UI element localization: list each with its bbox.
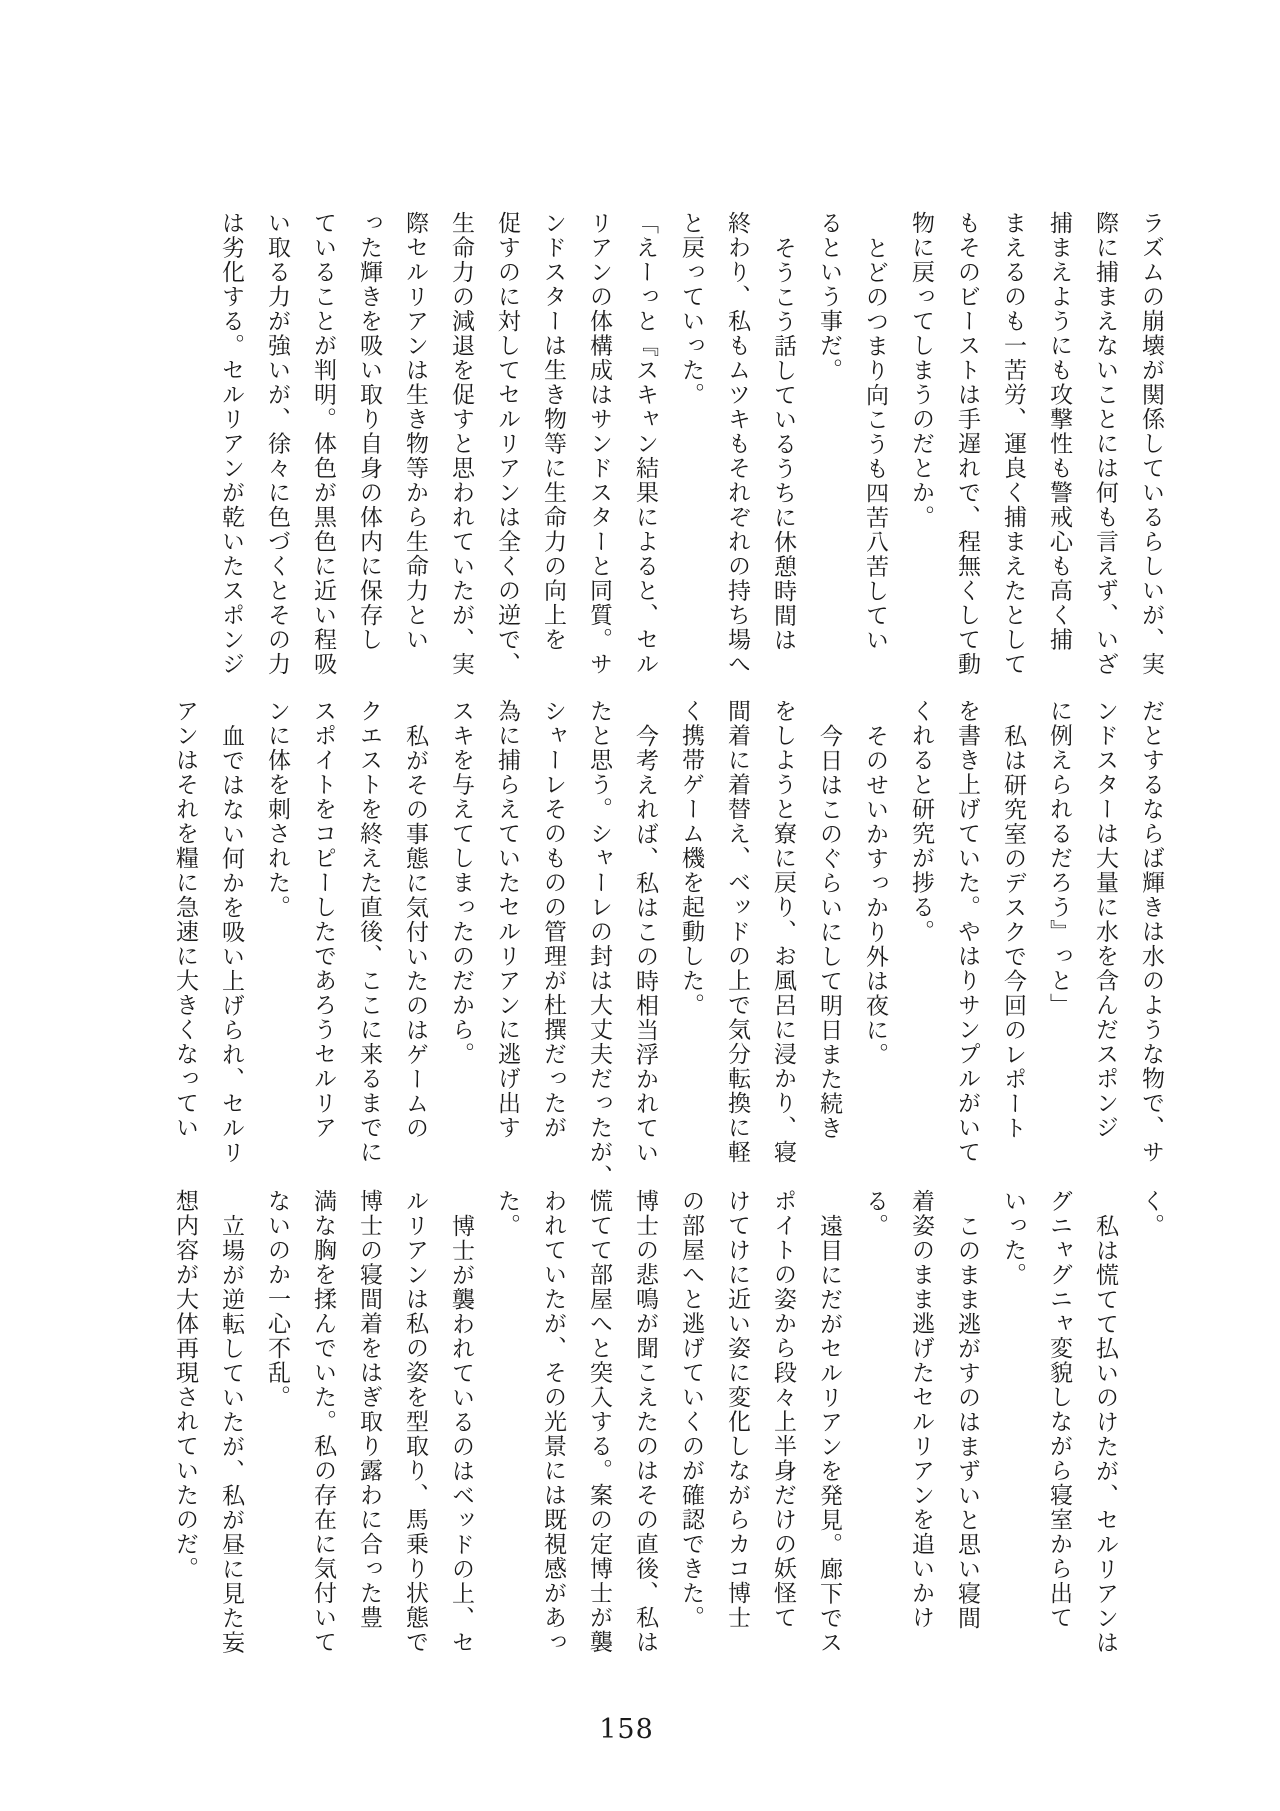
text-column: 生命力の減退を促すと思われていたが、実: [448, 211, 474, 677]
text-column: く。: [1138, 1189, 1164, 1238]
text-column: 遠目にだがセルリアンを発見。廊下でス: [816, 1213, 842, 1655]
text-column: 際に捕まえないことには何も言えず、いざ: [1092, 211, 1118, 677]
text-column: けてけに近い姿に変化しながらカコ博士: [724, 1189, 750, 1630]
text-block-middle: [162, 699, 1174, 1189]
text-column: ルリアンは私の姿を型取り、馬乗り状態で: [402, 1189, 428, 1655]
text-column: 終わり、私もムツキもそれぞれの持ち場へ: [724, 211, 750, 677]
text-column: をしようと寮に戻り、お風呂に浸かり、寝: [770, 699, 796, 1165]
text-column: の部屋へと逃げていくのが確認できた。: [678, 1189, 704, 1630]
text-column: まえるのも一苦労、運良く捕まえたとして: [1000, 211, 1026, 677]
text-column: く携帯ゲーム機を起動した。: [678, 699, 704, 1018]
text-column: た。: [494, 1189, 520, 1238]
text-column: われていたが、その光景には既視感があっ: [540, 1189, 566, 1655]
text-column: 着姿のまま逃げたセルリアンを追いかけ: [908, 1189, 934, 1630]
text-column: 今日はこのぐらいにして明日また続き: [816, 723, 842, 1140]
text-column: 為に捕らえていたセルリアンに逃げ出す: [494, 699, 520, 1140]
text-column: くれると研究が捗る。: [908, 699, 934, 944]
text-block-bottom: [162, 1189, 1174, 1659]
text-column: そのせいかすっかり外は夜に。: [862, 723, 888, 1067]
text-column: ンドスターは大量に水を含んだスポンジ: [1092, 699, 1118, 1140]
text-column: 立場が逆転していたが、私が昼に見た妄: [218, 1213, 244, 1655]
text-column: スキを与えてしまったのだから。: [448, 699, 474, 1067]
text-column: 私は研究室のデスクで今回のレポート: [1000, 723, 1026, 1140]
text-block-top: [208, 211, 1174, 681]
text-column: いった。: [1000, 1189, 1026, 1287]
text-column: 血ではない何かを吸い上げられ、セルリ: [218, 723, 244, 1165]
text-column: グニャグニャ変貌しながら寝室から出て: [1046, 1189, 1072, 1630]
text-column: るという事だ。: [816, 211, 842, 383]
text-column: を書き上げていた。やはりサンプルがいて: [954, 699, 980, 1165]
text-column: 博士の悲鳴が聞こえたのはその直後、私は: [632, 1189, 658, 1655]
text-column: ないのか一心不乱。: [264, 1189, 290, 1410]
text-column: 私は慌てて払いのけたが、セルリアンは: [1092, 1213, 1118, 1655]
text-column: リアンの体構成はサンドスターと同質。サ: [586, 211, 612, 677]
text-column: だとするならば輝きは水のような物で、サ: [1138, 699, 1164, 1165]
text-column: ていることが判明。体色が黒色に近い程吸: [310, 211, 336, 677]
text-column: 今考えれば、私はこの時相当浮かれてい: [632, 723, 658, 1165]
text-column: 「えーっと『スキャン結果によると、セル: [632, 211, 658, 677]
page-number: 158: [599, 1714, 654, 1745]
text-column: ラズムの崩壊が関係しているらしいが、実: [1138, 211, 1164, 677]
text-column: は劣化する。セルリアンが乾いたスポンジ: [218, 211, 244, 677]
text-column: 間着に着替え、ベッドの上で気分転換に軽: [724, 699, 750, 1165]
text-column: 博士の寝間着をはぎ取り露わに合った豊: [356, 1189, 382, 1630]
text-column: る。: [862, 1189, 888, 1238]
text-column: たと思う。シャーレの封は大丈夫だったが、: [586, 699, 612, 1189]
text-column: シャーレそのものの管理が杜撰だったが: [540, 699, 566, 1140]
text-column: スポイトをコピーしたであろうセルリア: [310, 699, 336, 1140]
text-column: そうこう話しているうちに休憩時間は: [770, 235, 796, 652]
text-column: もそのビーストは手遅れで、程無くして動: [954, 211, 980, 677]
text-column: 捕まえようにも攻撃性も警戒心も高く捕: [1046, 211, 1072, 652]
text-column: とどのつまり向こうも四苦八苦してい: [862, 235, 888, 652]
text-column: い取る力が強いが、徐々に色づくとその力: [264, 211, 290, 677]
text-column: 想内容が大体再現されていたのだ。: [172, 1189, 198, 1581]
text-column: クエストを終えた直後、ここに来るまでに: [356, 699, 382, 1165]
text-column: 満な胸を揉んでいた。私の存在に気付いて: [310, 1189, 336, 1655]
text-column: 際セルリアンは生き物等から生命力とい: [402, 211, 428, 652]
text-column: ポイトの姿から段々上半身だけの妖怪て: [770, 1189, 796, 1630]
text-column: アンはそれを糧に急速に大きくなってい: [172, 699, 198, 1140]
text-column: った輝きを吸い取り自身の体内に保存し: [356, 211, 382, 652]
text-column: 博士が襲われているのはベッドの上、セ: [448, 1213, 474, 1655]
text-column: ンドスターは生き物等に生命力の向上を: [540, 211, 566, 652]
text-column: 私がその事態に気付いたのはゲームの: [402, 723, 428, 1140]
text-column: と戻っていった。: [678, 211, 704, 407]
text-column: 慌てて部屋へと突入する。案の定博士が襲: [586, 1189, 612, 1655]
text-column: 促すのに対してセルリアンは全くの逆で、: [494, 211, 520, 677]
text-column: 物に戻ってしまうのだとか。: [908, 211, 934, 530]
text-column: このまま逃がすのはまずいと思い寝間: [954, 1213, 980, 1630]
text-column: に例えられるだろう』っと」: [1046, 699, 1072, 1018]
text-column: ンに体を刺された。: [264, 699, 290, 920]
